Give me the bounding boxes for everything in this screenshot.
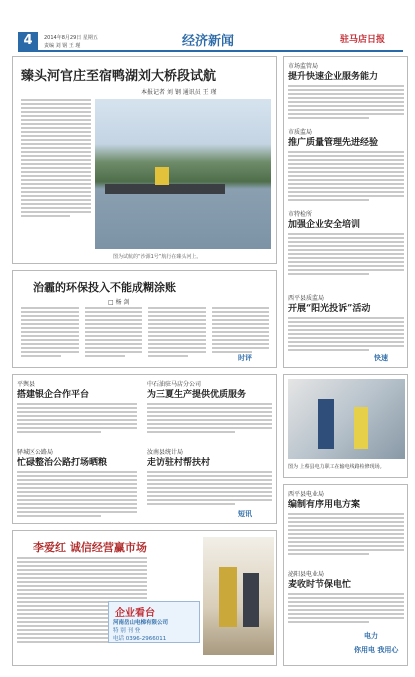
power-photo-box <box>283 374 408 478</box>
person-icon <box>219 567 237 627</box>
pw2-headline: 麦收时节保电忙 <box>288 580 352 590</box>
mid2-body <box>147 403 272 435</box>
mid2-kicker: 中石油驻马店分公司 <box>147 381 202 388</box>
pw2-body <box>288 593 404 625</box>
power-slogan: 你用电 我用心 <box>354 646 399 654</box>
excavator-icon <box>155 167 169 185</box>
header-rule <box>18 50 403 52</box>
mid3-body <box>17 471 137 519</box>
editor-line: 责编 刘 钢 王 瑾 <box>44 43 81 49</box>
rc4-kicker: 西平县质监局 <box>288 295 325 302</box>
pw1-body <box>288 513 404 557</box>
rc3-kicker: 市特检所 <box>288 211 313 218</box>
pw2-kicker: 泌阳县电业局 <box>288 571 325 578</box>
worker-icon <box>318 399 334 449</box>
power-photo-caption: 图为 上蔡县电力职工在输电线路检修现场。 <box>288 464 385 470</box>
power-photo <box>288 379 405 459</box>
feature-headline: 李爱红 诚信经营赢市场 <box>33 541 147 554</box>
rc2-headline: 推广质量管理先进经验 <box>288 138 379 148</box>
ad-box <box>108 601 200 643</box>
lead-caption: 图为试航的“沙源1号”航行在臻头河上。 <box>113 254 202 260</box>
rc3-body <box>288 233 404 277</box>
lead-photo <box>95 99 271 249</box>
lead-story <box>12 56 277 264</box>
rc2-body <box>288 151 404 203</box>
lead-headline: 臻头河官庄至宿鸭湖刘大桥段试航 <box>21 69 217 84</box>
power-news <box>283 484 408 666</box>
mid-tag: 短讯 <box>238 510 252 518</box>
lead-body-text <box>21 99 91 219</box>
person-icon <box>243 573 259 627</box>
mid3-kicker: 驿城区公路局 <box>17 449 54 456</box>
ad-company: 河南岳山电梯有限公司 <box>113 620 169 626</box>
mid1-kicker: 平舆县 <box>17 381 36 388</box>
page-number: 4 <box>18 32 38 50</box>
mid2-headline: 为三夏生产提供优质服务 <box>147 390 247 400</box>
rc1-kicker: 市场监管局 <box>288 63 319 70</box>
mid4-body <box>147 471 272 507</box>
commentary-headline: 治霾的环保投入不能成糊涂账 <box>33 281 176 294</box>
commentary-body <box>21 307 269 359</box>
mid4-kicker: 汝南县统计局 <box>147 449 184 456</box>
pw1-kicker: 西平县电业局 <box>288 491 325 498</box>
barge-icon <box>105 184 225 194</box>
newspaper-name: 驻马店日报 <box>340 35 386 45</box>
ad-phone: 电话 0396-2966011 <box>113 636 167 642</box>
lead-byline: 本报记者 刘 钢 通讯员 王 瑾 <box>141 89 217 96</box>
pw2-tag: 电力 <box>364 632 378 640</box>
issue-date: 2014年8月29日 星期五 <box>44 35 98 41</box>
mid4-headline: 走访驻村帮扶村 <box>147 458 211 468</box>
rc4-headline: 开展“阳光投诉”活动 <box>288 304 371 314</box>
ad-editor: 特 别 刊 登 <box>113 628 141 634</box>
commentary <box>12 270 277 368</box>
pw1-headline: 编制有序用电方案 <box>288 500 361 510</box>
mid1-body <box>17 403 137 435</box>
commentary-author: □ 杨 剑 <box>108 299 130 306</box>
rc4-tag: 快速 <box>374 354 388 362</box>
rc3-headline: 加强企业安全培训 <box>288 220 361 230</box>
worker-icon <box>354 407 368 449</box>
mid1-headline: 搭建银企合作平台 <box>17 390 90 400</box>
news-block <box>12 374 277 524</box>
feature <box>12 530 277 666</box>
rc1-body <box>288 85 404 121</box>
right-column <box>283 56 408 368</box>
mid3-headline: 忙碌整治公路打场晒粮 <box>17 458 108 468</box>
section-title: 经济新闻 <box>182 34 235 49</box>
rc1-headline: 提升快速企业服务能力 <box>288 72 379 82</box>
ad-title: 企业看台 <box>115 608 155 619</box>
rc4-body <box>288 317 404 353</box>
feature-photo <box>203 537 274 655</box>
commentary-tag: 时评 <box>238 354 252 362</box>
rc2-kicker: 市质监局 <box>288 129 313 136</box>
